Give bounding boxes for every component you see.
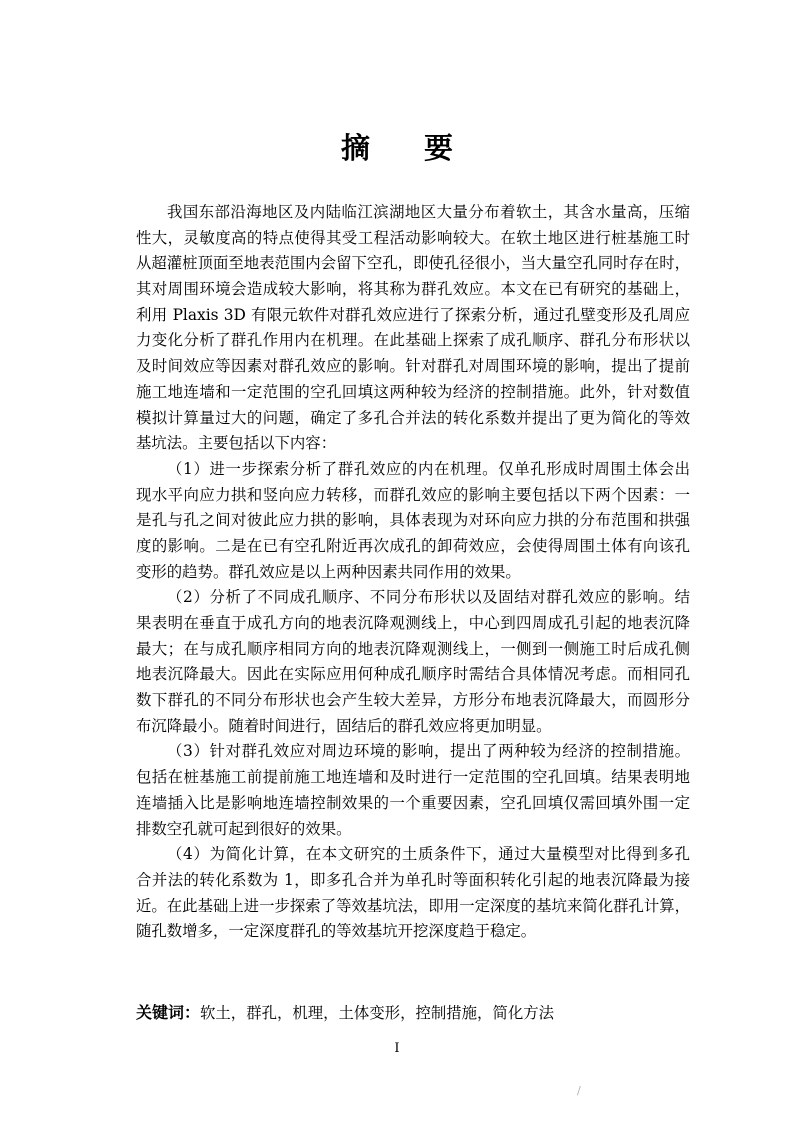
- paragraph-line: 布沉降最小。随着时间进行，固结后的群孔效应将更加明显。: [136, 716, 552, 735]
- paragraph: [136, 842, 690, 945]
- paragraph-line: （1）进一步探索分析了群孔效应的内在机理。仅单孔形成时周围土体会出: [167, 459, 690, 478]
- paragraph-line: 最大；在与成孔顺序相同方向的地表沉降观测线上，一侧到一侧施工时后成孔侧: [136, 639, 690, 658]
- paragraph-line: 性大，灵敏度高的特点使得其受工程活动影响较大。在软土地区进行桩基施工时: [136, 228, 690, 247]
- paragraph: [136, 457, 690, 585]
- paragraph-line: 随孔数增多，一定深度群孔的等效基坑开挖深度趋于稳定。: [136, 922, 537, 941]
- paragraph-line: 施工地连墙和一定范围的空孔回填这两种较为经济的控制措施。此外，针对数值: [136, 382, 690, 401]
- keywords-line: [136, 1000, 690, 1026]
- paragraph-line: （4）为简化计算，在本文研究的土质条件下，通过大量模型对比得到多孔: [167, 845, 690, 864]
- paragraph: [136, 739, 690, 842]
- paragraph-line: 包括在桩基施工前提前施工地连墙和及时进行一定范围的空孔回填。结果表明地: [136, 768, 690, 787]
- paragraph-line: 果表明在垂直于成孔方向的地表沉降观测线上，中心到四周成孔引起的地表沉降: [136, 614, 690, 632]
- paragraph-line: 连墙插入比是影响地连墙控制效果的一个重要因素，空孔回填仅需回填外围一定: [136, 793, 690, 812]
- paragraph-line: 排数空孔就可起到很好的效果。: [136, 819, 352, 838]
- keywords-label: 关键词：: [136, 1003, 201, 1022]
- paragraph-line: 及时间效应等因素对群孔效应的影响。针对群孔对周围环境的影响，提出了提前: [136, 357, 690, 376]
- paragraph-line: 力变化分析了群孔作用内在机理。在此基础上探索了成孔顺序、群孔分布形状以: [136, 331, 690, 350]
- keywords-text: 软土，群孔，机理，土体变形，控制措施，简化方法: [200, 1004, 555, 1022]
- corner-mark: /: [577, 1084, 581, 1097]
- paragraph: [136, 200, 690, 457]
- paragraph-line: 从超灌桩顶面至地表范围内会留下空孔，即使孔径很小，当大量空孔同时存在时，: [136, 254, 690, 273]
- paragraph-line: 近。在此基础上进一步探索了等效基坑法，即用一定深度的基坑来简化群孔计算，: [136, 896, 690, 915]
- paragraph-line: 地表沉降最大。因此在实际应用何种成孔顺序时需结合具体情况考虑。而相同孔: [136, 665, 690, 684]
- paragraph-line: 基坑法。主要包括以下内容：: [136, 434, 337, 453]
- paragraph-line: 其对周围环境会造成较大影响，将其称为群孔效应。本文在已有研究的基础上，: [136, 280, 690, 299]
- paragraph-line: 我国东部沿海地区及内陆临江滨湖地区大量分布着软土，其含水量高，压缩: [167, 203, 690, 221]
- paragraph-line: 利用 Plaxis 3D 有限元软件对群孔效应进行了探索分析，通过孔壁变形及孔周应: [136, 305, 690, 324]
- paragraph-line: 合并法的转化系数为 1，即多孔合并为单孔时等面积转化引起的地表沉降最为接: [136, 870, 690, 889]
- abstract-title: 摘 要: [340, 131, 476, 165]
- page-number: I: [394, 1041, 400, 1056]
- paragraph-line: 是孔与孔之间对彼此应力拱的影响，具体表现为对环向应力拱的分布范围和拱强: [136, 511, 690, 530]
- paragraph-line: 数下群孔的不同分布形状也会产生较大差异，方形分布地表沉降最大，而圆形分: [136, 691, 690, 710]
- paragraph: [136, 585, 690, 739]
- paragraph-line: 模拟计算量过大的问题，确定了多孔合并法的转化系数并提出了更为简化的等效: [136, 408, 690, 427]
- paragraph-line: （2）分析了不同成孔顺序、不同分布形状以及固结对群孔效应的影响。结: [167, 588, 690, 607]
- abstract-body: [136, 200, 690, 945]
- paragraph-line: （3）针对群孔效应对周边环境的影响，提出了两种较为经济的控制措施。: [167, 742, 690, 761]
- paragraph-line: 度的影响。二是在已有空孔附近再次成孔的卸荷效应，会使得周围土体有向该孔: [136, 536, 690, 555]
- paragraph-line: 现水平向应力拱和竖向应力转移，而群孔效应的影响主要包括以下两个因素：一: [136, 485, 690, 504]
- paragraph-line: 变形的趋势。群孔效应是以上两种因素共同作用的效果。: [136, 562, 521, 581]
